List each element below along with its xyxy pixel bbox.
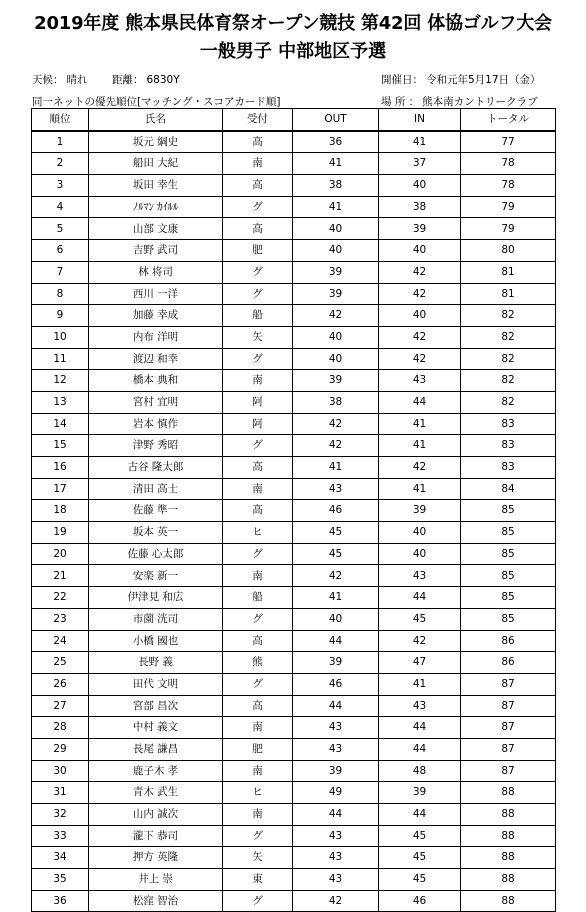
cell-reception: 熊 [223,652,293,674]
cell-reception: 南 [223,565,293,587]
table-row [32,608,556,630]
cell-name: 中村 義文 [89,717,223,739]
cell-rank: 28 [32,717,89,739]
cell-rank: 30 [32,760,89,782]
cell-reception: グ [223,435,293,457]
cell-reception: 船 [223,305,293,327]
table-row [32,673,556,695]
cell-reception: 南 [223,370,293,392]
cell-rank: 12 [32,370,89,392]
table-row [32,825,556,847]
table-row [32,305,556,327]
cell-reception: 南 [223,804,293,826]
cell-total: 86 [461,652,556,674]
venue-value: 熊本南カントリークラブ [422,96,538,108]
cell-out: 39 [293,283,379,305]
cell-name: 加藤 幸成 [89,305,223,327]
cell-in: 38 [379,196,461,218]
cell-name: 林 将司 [89,261,223,283]
cell-in: 41 [379,131,461,153]
cell-total: 87 [461,695,556,717]
cell-name: 伊津見 和広 [89,587,223,609]
cell-in: 37 [379,153,461,175]
cell-reception: グ [223,673,293,695]
cell-out: 42 [293,890,379,912]
cell-in: 43 [379,370,461,392]
cell-name: 松窪 智治 [89,890,223,912]
weather-info [32,72,88,87]
cell-rank: 34 [32,847,89,869]
cell-total: 81 [461,261,556,283]
cell-in: 42 [379,326,461,348]
cell-total: 78 [461,153,556,175]
cell-name: 船田 大紀 [89,153,223,175]
cell-reception: 肥 [223,738,293,760]
cell-name: 西川 一洋 [89,283,223,305]
table-row [32,326,556,348]
cell-rank: 18 [32,500,89,522]
cell-reception: 高 [223,630,293,652]
cell-out: 42 [293,305,379,327]
cell-name: 山部 文康 [89,218,223,240]
cell-rank: 14 [32,413,89,435]
cell-rank: 26 [32,673,89,695]
cell-total: 80 [461,240,556,262]
cell-in: 40 [379,305,461,327]
cell-total: 87 [461,738,556,760]
cell-in: 46 [379,890,461,912]
cell-out: 40 [293,608,379,630]
col-header-rank: 順位 [32,109,89,131]
cell-out: 44 [293,804,379,826]
cell-total: 77 [461,131,556,153]
cell-out: 42 [293,413,379,435]
cell-out: 49 [293,782,379,804]
cell-reception: グ [223,543,293,565]
col-header-in: IN [379,109,461,131]
cell-in: 44 [379,804,461,826]
cell-total: 88 [461,825,556,847]
cell-total: 85 [461,565,556,587]
cell-in: 47 [379,652,461,674]
cell-name: 小橋 國也 [89,630,223,652]
cell-total: 78 [461,175,556,197]
cell-rank: 9 [32,305,89,327]
cell-out: 41 [293,587,379,609]
cell-name: 長野 義 [89,652,223,674]
cell-in: 42 [379,283,461,305]
cell-total: 85 [461,500,556,522]
cell-rank: 2 [32,153,89,175]
cell-total: 82 [461,391,556,413]
cell-total: 88 [461,847,556,869]
table-row [32,565,556,587]
table-row [32,413,556,435]
cell-reception: 高 [223,457,293,479]
cell-total: 88 [461,890,556,912]
table-row [32,738,556,760]
table-header-row [32,109,556,131]
cell-rank: 22 [32,587,89,609]
cell-reception: 阿 [223,413,293,435]
cell-total: 85 [461,543,556,565]
cell-rank: 11 [32,348,89,370]
cell-name: 津野 秀昭 [89,435,223,457]
cell-rank: 13 [32,391,89,413]
cell-out: 46 [293,673,379,695]
cell-in: 40 [379,240,461,262]
cell-total: 88 [461,869,556,891]
table-row [32,760,556,782]
cell-reception: 東 [223,869,293,891]
cell-in: 41 [379,673,461,695]
cell-out: 43 [293,717,379,739]
cell-in: 42 [379,261,461,283]
cell-reception: グ [223,283,293,305]
cell-rank: 21 [32,565,89,587]
distance-value: 6830Y [146,74,180,86]
cell-rank: 10 [32,326,89,348]
weather-label: 天候： [32,74,64,86]
cell-name: 宮村 宜明 [89,391,223,413]
cell-rank: 6 [32,240,89,262]
cell-name: 押方 英隆 [89,847,223,869]
cell-out: 43 [293,738,379,760]
cell-reception: グ [223,348,293,370]
cell-reception: 高 [223,175,293,197]
cell-out: 44 [293,630,379,652]
cell-reception: グ [223,890,293,912]
cell-in: 45 [379,847,461,869]
cell-total: 88 [461,782,556,804]
cell-rank: 16 [32,457,89,479]
table-row [32,695,556,717]
cell-in: 41 [379,413,461,435]
cell-total: 82 [461,348,556,370]
cell-total: 85 [461,522,556,544]
col-header-total: トータル [461,109,556,131]
cell-reception: 肥 [223,240,293,262]
cell-out: 38 [293,175,379,197]
cell-reception: 南 [223,478,293,500]
cell-total: 83 [461,435,556,457]
cell-name: 山内 誠次 [89,804,223,826]
cell-name: 市薗 洸司 [89,608,223,630]
cell-name: 井上 崇 [89,869,223,891]
cell-out: 41 [293,196,379,218]
cell-rank: 33 [32,825,89,847]
cell-total: 82 [461,370,556,392]
table-row [32,587,556,609]
cell-in: 42 [379,630,461,652]
cell-out: 39 [293,261,379,283]
cell-reception: 矢 [223,847,293,869]
cell-reception: グ [223,196,293,218]
cell-total: 82 [461,305,556,327]
cell-in: 44 [379,391,461,413]
cell-rank: 36 [32,890,89,912]
cell-reception: 南 [223,717,293,739]
cell-rank: 23 [32,608,89,630]
cell-out: 42 [293,435,379,457]
table-row [32,630,556,652]
table-row [32,847,556,869]
cell-reception: グ [223,608,293,630]
cell-reception: ヒ [223,522,293,544]
cell-in: 40 [379,543,461,565]
table-row [32,175,556,197]
results-table [31,108,556,912]
cell-out: 40 [293,240,379,262]
cell-name: 佐藤 心太郎 [89,543,223,565]
cell-name: 長尾 謙昌 [89,738,223,760]
table-row [32,131,556,153]
cell-rank: 5 [32,218,89,240]
cell-total: 85 [461,608,556,630]
cell-reception: 矢 [223,326,293,348]
cell-name: 坂田 幸生 [89,175,223,197]
table-row [32,500,556,522]
cell-out: 40 [293,326,379,348]
table-row [32,717,556,739]
cell-reception: 阿 [223,391,293,413]
cell-rank: 3 [32,175,89,197]
cell-name: 岩本 慎作 [89,413,223,435]
cell-reception: 南 [223,153,293,175]
tiebreak-note: 同一ネットの優先順位[マッチング・スコアカード順] [32,96,281,108]
page-subtitle: 一般男子 中部地区予選 [199,41,387,62]
cell-name: 坂本 英一 [89,522,223,544]
cell-rank: 27 [32,695,89,717]
cell-out: 39 [293,652,379,674]
venue-info [381,94,538,109]
cell-reception: グ [223,261,293,283]
cell-reception: 高 [223,695,293,717]
date-value: 令和元年5月17日（金） [426,74,541,86]
cell-total: 88 [461,804,556,826]
cell-rank: 31 [32,782,89,804]
cell-out: 41 [293,457,379,479]
cell-in: 45 [379,825,461,847]
table-row [32,543,556,565]
cell-reception: 船 [223,587,293,609]
cell-out: 44 [293,695,379,717]
cell-total: 81 [461,283,556,305]
cell-rank: 7 [32,261,89,283]
table-row [32,652,556,674]
cell-in: 40 [379,175,461,197]
cell-total: 86 [461,630,556,652]
cell-reception: ヒ [223,782,293,804]
cell-total: 79 [461,218,556,240]
cell-in: 40 [379,522,461,544]
cell-in: 39 [379,500,461,522]
cell-in: 41 [379,478,461,500]
table-row [32,804,556,826]
cell-out: 43 [293,847,379,869]
cell-rank: 1 [32,131,89,153]
cell-in: 41 [379,435,461,457]
table-row [32,522,556,544]
cell-name: 古谷 隆太郎 [89,457,223,479]
cell-rank: 20 [32,543,89,565]
cell-total: 82 [461,326,556,348]
weather-value: 晴れ [66,74,88,86]
cell-out: 43 [293,869,379,891]
distance-info [112,72,180,87]
cell-total: 85 [461,587,556,609]
distance-label: 距離： [112,74,144,86]
cell-name: 橋本 典和 [89,370,223,392]
cell-in: 43 [379,565,461,587]
cell-name: 佐藤 準一 [89,500,223,522]
cell-total: 87 [461,717,556,739]
cell-total: 79 [461,196,556,218]
col-header-out: OUT [293,109,379,131]
cell-out: 45 [293,543,379,565]
col-header-reception: 受付 [223,109,293,131]
cell-rank: 32 [32,804,89,826]
table-row [32,890,556,912]
cell-total: 87 [461,673,556,695]
cell-in: 45 [379,869,461,891]
cell-name: 坂元 綱史 [89,131,223,153]
cell-reception: 高 [223,500,293,522]
cell-out: 46 [293,500,379,522]
cell-in: 42 [379,348,461,370]
cell-rank: 17 [32,478,89,500]
table-row [32,153,556,175]
cell-out: 39 [293,760,379,782]
cell-out: 39 [293,370,379,392]
cell-rank: 25 [32,652,89,674]
page-title: 2019年度 熊本県民体育祭オープン競技 第42回 体協ゴルフ大会 [34,13,552,34]
cell-in: 39 [379,218,461,240]
cell-out: 40 [293,348,379,370]
cell-name: 渡辺 和幸 [89,348,223,370]
table-row [32,478,556,500]
table-row [32,283,556,305]
cell-rank: 35 [32,869,89,891]
table-row [32,457,556,479]
cell-in: 45 [379,608,461,630]
cell-out: 36 [293,131,379,153]
cell-rank: 8 [32,283,89,305]
cell-out: 42 [293,565,379,587]
cell-out: 43 [293,825,379,847]
cell-name: 宮部 昌次 [89,695,223,717]
col-header-name: 氏名 [89,109,223,131]
cell-out: 43 [293,478,379,500]
cell-name: 田代 文明 [89,673,223,695]
cell-out: 41 [293,153,379,175]
table-row [32,370,556,392]
table-row [32,240,556,262]
cell-name: 安楽 新一 [89,565,223,587]
cell-name: 鹿子木 孝 [89,760,223,782]
cell-name: 瀧下 恭司 [89,825,223,847]
cell-in: 44 [379,587,461,609]
cell-rank: 15 [32,435,89,457]
cell-name: ﾉﾙﾏﾝ ｶｲﾙﾙ [89,196,223,218]
cell-out: 40 [293,218,379,240]
cell-name: 青木 武生 [89,782,223,804]
table-row [32,348,556,370]
cell-rank: 4 [32,196,89,218]
cell-total: 87 [461,760,556,782]
cell-in: 44 [379,738,461,760]
cell-in: 39 [379,782,461,804]
date-info [381,72,541,87]
cell-name: 清田 高士 [89,478,223,500]
cell-in: 48 [379,760,461,782]
cell-rank: 24 [32,630,89,652]
cell-name: 吉野 武司 [89,240,223,262]
table-row [32,435,556,457]
cell-reception: 高 [223,218,293,240]
cell-reception: グ [223,825,293,847]
cell-rank: 19 [32,522,89,544]
cell-in: 43 [379,695,461,717]
cell-total: 83 [461,457,556,479]
cell-reception: 南 [223,760,293,782]
table-row [32,196,556,218]
venue-label: 場 所 ： [381,96,420,108]
cell-out: 45 [293,522,379,544]
cell-name: 内布 洋明 [89,326,223,348]
table-row [32,218,556,240]
table-row [32,782,556,804]
cell-total: 84 [461,478,556,500]
cell-in: 42 [379,457,461,479]
cell-reception: 高 [223,131,293,153]
table-row [32,261,556,283]
cell-rank: 29 [32,738,89,760]
date-label: 開催日： [381,74,423,86]
cell-in: 44 [379,717,461,739]
cell-total: 83 [461,413,556,435]
table-row [32,391,556,413]
cell-out: 38 [293,391,379,413]
